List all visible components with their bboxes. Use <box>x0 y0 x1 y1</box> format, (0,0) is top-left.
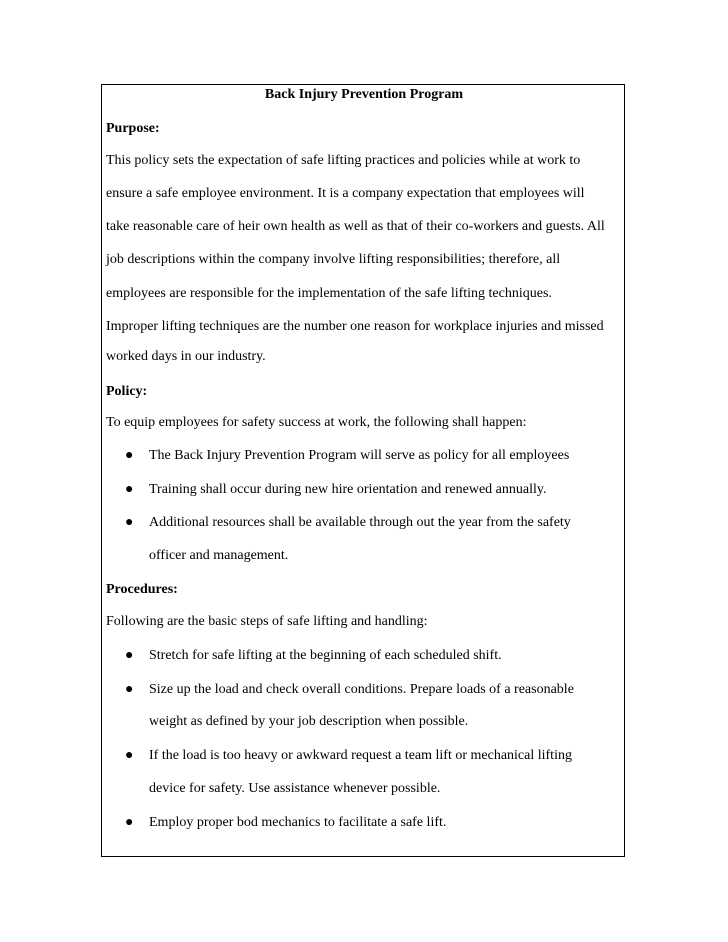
bullet-icon: ● <box>125 448 134 463</box>
bullet-icon: ● <box>125 748 134 763</box>
procedures-intro: Following are the basic steps of safe lifting and handling: <box>106 614 428 629</box>
purpose-heading: Purpose: <box>106 121 160 136</box>
procedures-heading: Procedures: <box>106 582 178 597</box>
procedures-bullet-text: Size up the load and check overall conditions. Prepare loads of a reasonable <box>149 682 574 697</box>
purpose-line: worked days in our industry. <box>106 349 266 364</box>
policy-bullet-text: officer and management. <box>149 548 289 563</box>
policy-heading: Policy: <box>106 384 148 399</box>
bullet-icon: ● <box>125 515 134 530</box>
procedures-bullet-text: weight as defined by your job description when possible. <box>149 714 469 729</box>
procedures-bullet-text: Employ proper bod mechanics to facilitate a safe lift. <box>149 815 447 830</box>
policy-bullet-text: Training shall occur during new hire orientation and renewed annually. <box>149 482 547 497</box>
procedures-bullet-text: Stretch for safe lifting at the beginning of each scheduled shift. <box>149 648 502 663</box>
policy-intro: To equip employees for safety success at work, the following shall happen: <box>106 415 527 430</box>
purpose-line: employees are responsible for the implementation of the safe lifting techniques. <box>106 286 552 301</box>
bullet-icon: ● <box>125 682 134 697</box>
policy-bullet-text: Additional resources shall be available through out the year from the safety <box>149 515 571 530</box>
procedures-bullet-text: If the load is too heavy or awkward request a team lift or mechanical lifting <box>149 748 572 763</box>
procedures-bullet-text: device for safety. Use assistance whenever possible. <box>149 781 441 796</box>
policy-bullet-text: The Back Injury Prevention Program will serve as policy for all employees <box>149 448 570 463</box>
document-title: Back Injury Prevention Program <box>264 87 464 102</box>
bullet-icon: ● <box>125 482 134 497</box>
purpose-line: This policy sets the expectation of safe lifting practices and policies while at work to <box>106 153 581 168</box>
bullet-icon: ● <box>125 648 134 663</box>
purpose-line: Improper lifting techniques are the number one reason for workplace injuries and missed <box>106 319 604 334</box>
purpose-line: job descriptions within the company involve lifting responsibilities; therefore, all <box>106 252 561 267</box>
purpose-line: ensure a safe employee environment. It is a company expectation that employees will <box>106 186 585 201</box>
bullet-icon: ● <box>125 815 134 830</box>
purpose-line: take reasonable care of heir own health as well as that of their co-workers and guests. All <box>106 219 605 234</box>
